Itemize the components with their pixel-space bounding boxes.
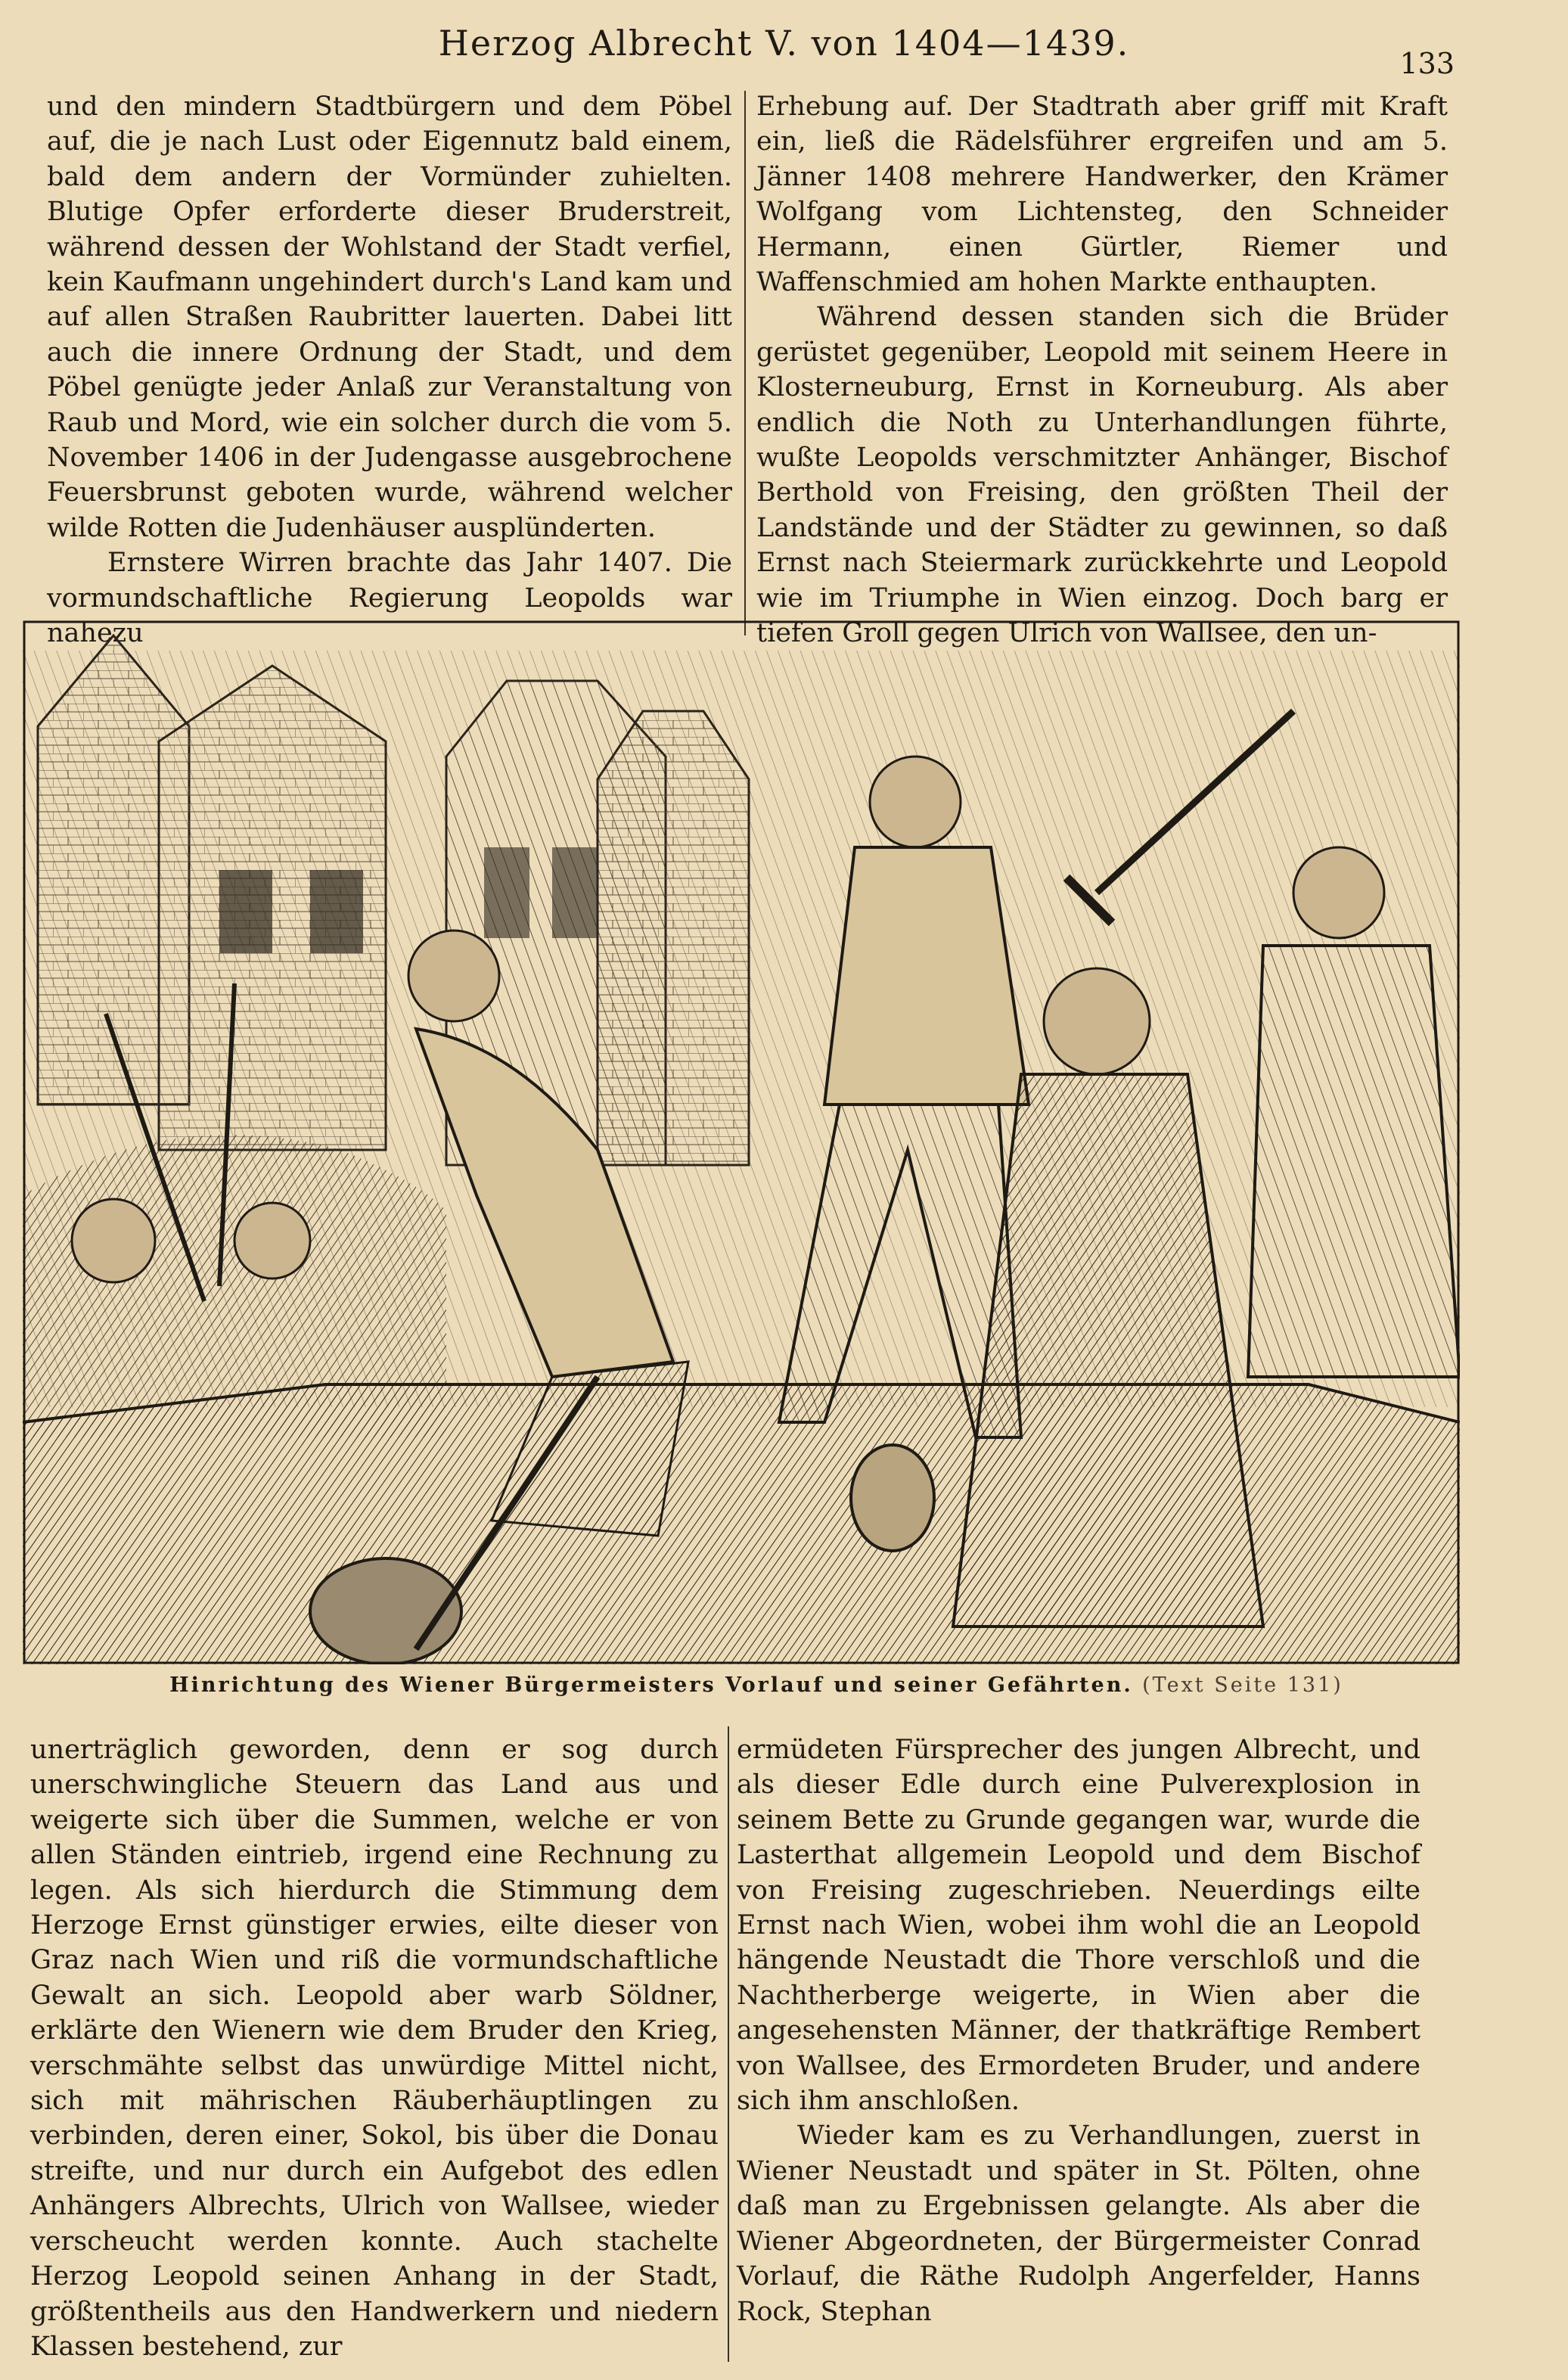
paragraph: Während dessen standen sich die Brüder gerüstet gegenüber, Leopold mit seinem Heere in Klosterneuburg, Ernst in Korneuburg. Als aber endlich die Noth zu Unterhandlungen führte, wußte Leopolds verschmitzter Anhänger, Bischof Berthold von Freising, den größten Theil der Landstände und der Städter zu gewinnen, so daß Ernst nach Steiermark zurückkehrte und Leopold wie im Triumphe in Wien einzog. Doch barg er tiefen Groll gegen Ulrich von Wallsee, den un- <box>756 302 1448 649</box>
paragraph: Erhebung auf. Der Stadtrath aber griff mit Kraft ein, ließ die Rädelsführer ergreifen und am 5. Jänner 1408 mehrere Handwerker, den Krämer Wolfgang vom Lichtensteg, den Schneider Hermann, einen Gürtler, Riemer und Waffenschmied am hohen Markte enthaupten. <box>756 92 1448 298</box>
column-top-left <box>47 89 732 651</box>
caption-reference: (Text Seite 131) <box>1142 1673 1343 1697</box>
paragraph: ermüdeten Fürsprecher des jungen Albrecht, und als dieser Edle durch eine Pulverexplosion in seinem Bette zu Grunde gegangen war, wurde die Lasterthat allgemein Leopold und dem Bischof von Freising zugeschrieben. Neuerdings eilte Ernst nach Wien, wobei ihm wohl die an Leopold hängende Neustadt die Thore verschloß und die Nachtherberge weigerte, in Wien aber die angesehensten Männer, der thatkräftige Rembert von Wallsee, des Ermordeten Bruder, und andere sich ihm anschloßen. <box>737 1735 1421 2117</box>
paragraph: Ernstere Wirren brachte das Jahr 1407. Die vormundschaftliche Regierung Leopolds war nahezu <box>47 548 732 649</box>
caption-title: Hinrichtung des Wiener Bürgermeisters Vorlauf und seiner Gefährten. <box>169 1673 1133 1697</box>
paragraph: Wieder kam es zu Verhandlungen, zuerst in Wiener Neustadt und später in St. Pölten, ohne daß man zu Ergebnissen gelangte. Als aber die Wiener Abgeordneten, der Bürgermeister Conrad Vorlauf, die Räthe Rudolph Angerfelder, Hanns Rock, Stephan <box>737 2121 1421 2327</box>
column-rule <box>728 1726 729 2362</box>
paragraph: unerträglich geworden, denn er sog durch unerschwingliche Steuern das Land aus und weigerte sich über die Summen, welche er von allen Ständen eintrieb, irgend eine Rechnung zu legen. Als sich hierdurch die Stimmung dem Herzoge Ernst günstiger erwies, eilte dieser von Graz nach Wien und riß die vormundschaftliche Gewalt an sich. Leopold aber warb Söldner, erklärte den Wienern wie dem Bruder den Krieg, verschmähte selbst das unwürdige Mittel nicht, sich mit mährischen Räuberhäuptlingen zu verbinden, deren einer, Sokol, bis über die Donau streifte, und nur durch ein Aufgebot des edlen Anhängers Albrechts, Ulrich von Wallsee, wieder verscheucht werden konnte. Auch stachelte Herzog Leopold seinen Anhang in der Stadt, größtentheils aus den Handwerkern und niedern Klassen bestehend, zur <box>30 1735 719 2362</box>
column-bottom-left <box>30 1732 719 2364</box>
execution-illustration <box>23 620 1460 1664</box>
column-bottom-right <box>737 1732 1421 2329</box>
running-head: Herzog Albrecht V. von 1404—1439. <box>438 23 1130 64</box>
illustration-caption <box>0 1673 1513 1697</box>
column-rule <box>744 91 746 635</box>
page-number: 133 <box>1399 47 1455 80</box>
jug <box>851 1445 934 1551</box>
paragraph: und den mindern Stadtbürgern und dem Pöbel auf, die je nach Lust oder Eigennutz bald einem, bald dem andern der Vormünder zuhielten. Blutige Opfer erforderte dieser Bruderstreit, während dessen der Wohlstand der Stadt verfiel, kein Kaufmann ungehindert durch's Land kam und auf allen Straßen Raubritter lauerten. Dabei litt auch die innere Ordnung der Stadt, und dem Pöbel genügte jeder Anlaß zur Veranstaltung von Raub und Mord, wie ein solcher durch die vom 5. November 1406 in der Judengasse ausgebrochene Feuersbrunst geboten wurde, während welcher wilde Rotten die Judenhäuser ausplünderten. <box>47 92 732 543</box>
column-top-right <box>756 89 1448 651</box>
